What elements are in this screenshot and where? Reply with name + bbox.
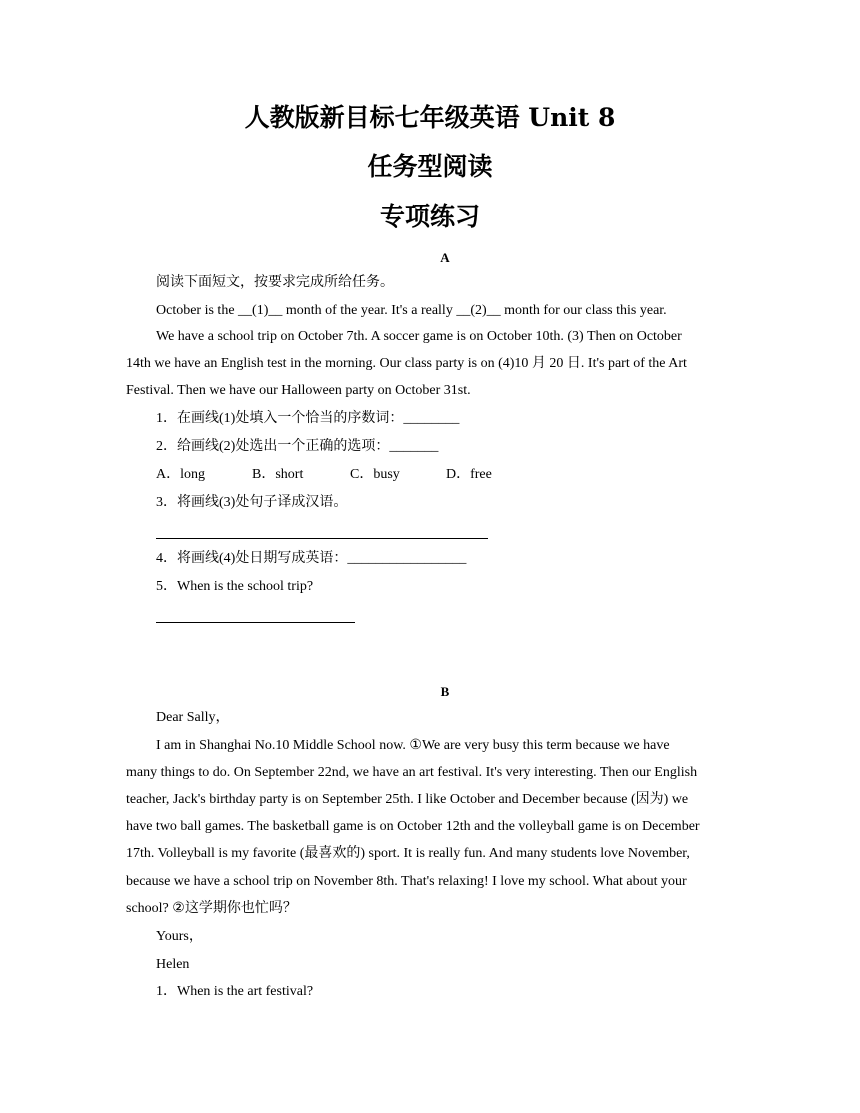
option-a: A．long: [156, 467, 205, 482]
letter-closing: Yours，: [156, 929, 203, 944]
letter-greeting: Dear Sally，: [156, 710, 230, 725]
question-a-4: 4．将画线(4)处日期写成英语：_________________: [156, 551, 467, 566]
passage-a-line: We have a school trip on October 7th. A soccer game is on October 10th. (3) Then on October: [156, 329, 682, 344]
document-subtitle-2: 专项练习: [379, 202, 480, 231]
option-c: C．busy: [350, 467, 400, 482]
passage-a-line: October is the __(1)__ month of the year. It's a really __(2)__ month for our class this year.: [156, 303, 667, 318]
question-b-1: 1．When is the art festival?: [156, 984, 314, 999]
option-b: B．short: [252, 467, 304, 482]
question-a-3: 3．将画线(3)处句子译成汉语。: [156, 495, 348, 510]
passage-a-line: Festival. Then we have our Halloween party on October 31st.: [126, 383, 471, 398]
question-a-1: 1．在画线(1)处填入一个恰当的序数词：________: [156, 411, 460, 426]
answer-options: [156, 466, 492, 484]
letter-line: because we have a school trip on November 8th. That's relaxing! I love my school. What about your: [126, 874, 687, 889]
document-title: 人教版新目标七年级英语 Unit 8: [244, 103, 616, 132]
section-b-heading: B: [440, 684, 450, 699]
question-a-5: 5．When is the school trip?: [156, 579, 314, 594]
section-a-instruction: 阅读下面短文，按要求完成所给任务。: [156, 275, 394, 290]
section-a-heading: A: [440, 250, 450, 265]
passage-a-line: 14th we have an English test in the morning. Our class party is on (4)10 月 20 日. It's part of the Art: [126, 356, 687, 371]
letter-line: have two ball games. The basketball game is on October 12th and the volleyball game is on December: [126, 819, 700, 834]
option-d: D．free: [446, 467, 492, 482]
question-a-2: 2．给画线(2)处选出一个正确的选项：_______: [156, 439, 439, 454]
letter-line: I am in Shanghai No.10 Middle School now. ①We are very busy this term because we have: [156, 738, 670, 753]
letter-line: 17th. Volleyball is my favorite (最喜欢的) sport. It is really fun. And many students love November,: [126, 846, 690, 861]
document-subtitle: 任务型阅读: [367, 152, 493, 181]
letter-line: school? ②这学期你也忙吗？: [126, 901, 297, 916]
answer-line-3: [156, 538, 488, 539]
answer-line-5: [156, 622, 355, 623]
letter-signature: Helen: [156, 957, 190, 972]
letter-line: teacher, Jack's birthday party is on September 25th. I like October and December because (因为) we: [126, 792, 689, 807]
letter-line: many things to do. On September 22nd, we have an art festival. It's very interesting. Then our English: [126, 765, 698, 780]
